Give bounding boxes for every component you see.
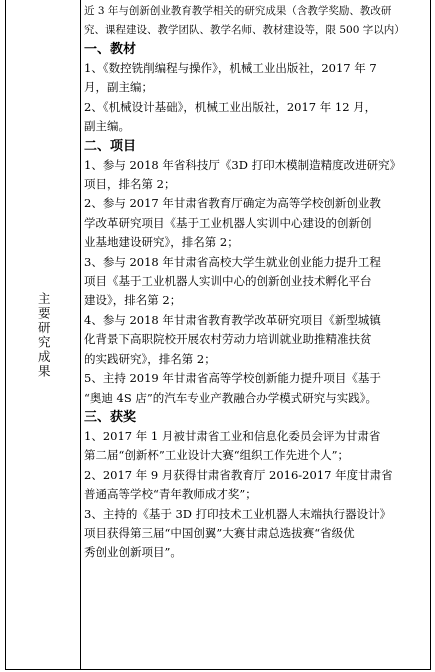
list-item	[84, 98, 430, 137]
list-item	[84, 427, 430, 466]
item-line: 项目《基于工业机器人实训中心的创新创业技术孵化平台	[84, 274, 372, 289]
list-item	[84, 194, 430, 252]
item-line: 化背景下高职院校开展农村劳动力培训就业助推精准扶贫	[84, 332, 372, 347]
column-divider	[80, 0, 81, 670]
item-line: 学改革研究项目《基于工业机器人实训中心建设的创新创	[84, 215, 372, 230]
table-frame	[5, 0, 431, 670]
item-line: 1、参与 2018 年省科技厅《3D 打印木模制造精度改进研究》	[84, 157, 402, 172]
item-line: 的实践研究》，排名第 2；	[84, 351, 216, 366]
intro-instructions	[84, 2, 430, 40]
item-line: 建设》，排名第 2；	[84, 293, 182, 308]
item-line: 副主编。	[84, 119, 130, 134]
list-item	[84, 156, 430, 195]
achievements-content-cell	[84, 0, 430, 563]
list-item	[84, 59, 430, 98]
item-line: 月，副主编；	[84, 80, 153, 95]
item-line: 1、《数控铣削编程与操作》，机械工业出版社，2017 年 7	[84, 61, 377, 75]
item-line: 秀创业创新项目”。	[84, 545, 182, 560]
section-heading: 三、获奖	[84, 409, 137, 425]
item-line: 2、2017 年 9 月获得甘肃省教育厅 2016-2017 年度甘肃省	[84, 467, 393, 482]
item-line: 项目获得第三届“中国创翼”大赛甘肃总选拔赛“省级优	[84, 525, 355, 540]
item-line: 业基地建设研究》，排名第 2；	[84, 235, 239, 250]
item-line: 2、《机械设计基础》，机械工业出版社，2017 年 12 月，	[84, 99, 377, 114]
list-item	[84, 369, 430, 408]
intro-line: 近 3 年与创新创业教育教学相关的研究成果（含教学奖励、教改研	[84, 5, 392, 17]
item-line: 第二届“创新杯”工业设计大赛“组织工作先进个人”；	[84, 448, 350, 463]
row-label-cell	[6, 0, 80, 670]
item-line: 1、2017 年 1 月被甘肃省工业和信息化委员会评为甘肃省	[84, 428, 381, 443]
item-line: 4、参与 2018 年甘肃省教育教学改革研究项目《新型城镇	[84, 312, 381, 327]
item-line: 2、参与 2017 年甘肃省教育厅确定为高等学校创新创业教	[84, 196, 381, 211]
section-heading: 二、项目	[84, 138, 137, 154]
item-line: 普通高等学校“青年教师成才奖”；	[84, 487, 257, 502]
section-heading: 一、教材	[84, 42, 137, 57]
item-line: 项目，排名第 2；	[84, 177, 176, 192]
list-item	[84, 505, 430, 563]
item-line: 3、参与 2018 年甘肃省高校大学生就业创业能力提升工程	[84, 254, 381, 269]
intro-line: 究、课程建设、教学团队、教学名师、教材建设等，限 500 字以内）	[84, 24, 405, 36]
list-item	[84, 466, 430, 505]
row-label: 主要研究成果	[36, 291, 52, 379]
item-line: 3、主持的《基于 3D 打印技术工业机器人末端执行器设计》	[84, 506, 392, 521]
list-item	[84, 311, 430, 369]
list-item	[84, 253, 430, 311]
item-line: 5、主持 2019 年甘肃省高等学校创新能力提升项目《基于	[84, 371, 381, 386]
item-line: “奥迪 4S 店”的汽车专业产教融合办学模式研究与实践》。	[84, 390, 378, 405]
